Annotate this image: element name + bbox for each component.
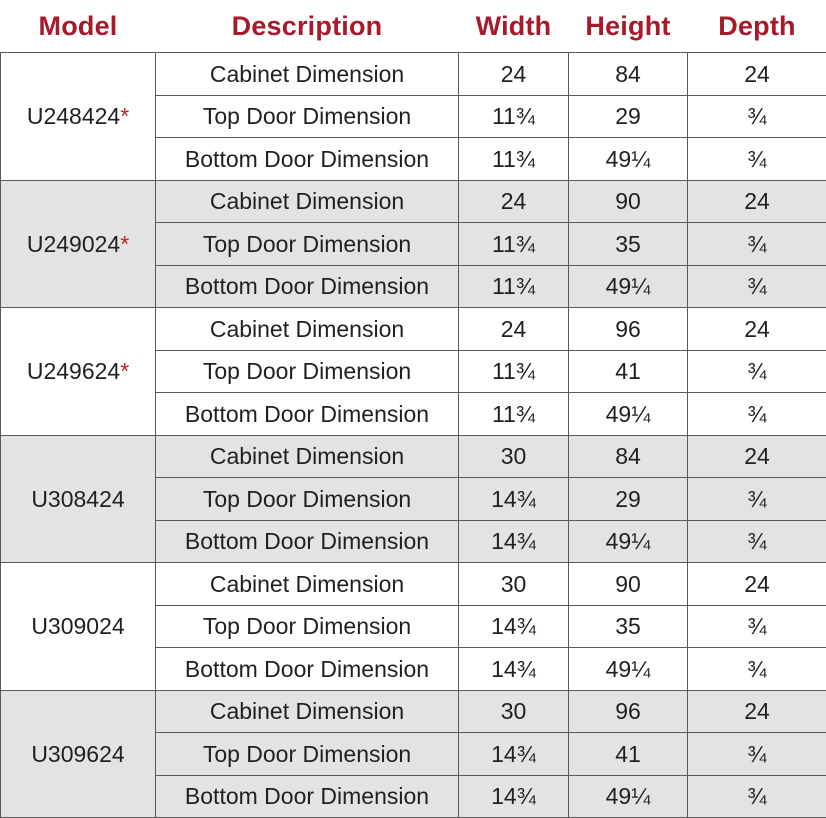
- description-cell: Cabinet Dimension: [156, 690, 459, 733]
- column-header-depth: Depth: [688, 0, 826, 53]
- height-cell: 49¼: [569, 648, 688, 691]
- height-cell: 49¼: [569, 775, 688, 818]
- depth-cell: ¾: [688, 478, 826, 521]
- width-cell: 11¾: [459, 350, 569, 393]
- width-cell: 11¾: [459, 223, 569, 266]
- width-cell: 14¾: [459, 605, 569, 648]
- depth-cell: 24: [688, 180, 826, 223]
- width-cell: 14¾: [459, 733, 569, 776]
- height-cell: 84: [569, 53, 688, 96]
- depth-cell: ¾: [688, 733, 826, 776]
- width-cell: 30: [459, 435, 569, 478]
- width-cell: 30: [459, 690, 569, 733]
- table-row: [1, 563, 826, 606]
- depth-cell: ¾: [688, 350, 826, 393]
- width-cell: 14¾: [459, 648, 569, 691]
- width-cell: 11¾: [459, 393, 569, 436]
- model-label: U309024: [31, 613, 124, 639]
- table-header-row: [1, 0, 826, 53]
- model-asterisk: *: [120, 103, 129, 129]
- width-cell: 14¾: [459, 478, 569, 521]
- height-cell: 41: [569, 350, 688, 393]
- description-cell: Bottom Door Dimension: [156, 520, 459, 563]
- model-cell: [1, 563, 156, 691]
- table-body: [1, 53, 826, 818]
- depth-cell: 24: [688, 690, 826, 733]
- depth-cell: ¾: [688, 605, 826, 648]
- depth-cell: 24: [688, 563, 826, 606]
- width-cell: 11¾: [459, 95, 569, 138]
- table-row: [1, 308, 826, 351]
- description-cell: Top Door Dimension: [156, 223, 459, 266]
- model-cell: [1, 435, 156, 563]
- column-header-height: Height: [569, 0, 688, 53]
- height-cell: 29: [569, 95, 688, 138]
- depth-cell: 24: [688, 435, 826, 478]
- description-cell: Bottom Door Dimension: [156, 138, 459, 181]
- depth-cell: ¾: [688, 775, 826, 818]
- depth-cell: ¾: [688, 223, 826, 266]
- table-row: [1, 53, 826, 96]
- model-label: U248424: [27, 103, 120, 129]
- column-header-description: Description: [156, 0, 459, 53]
- model-cell: [1, 690, 156, 818]
- description-cell: Top Door Dimension: [156, 733, 459, 776]
- width-cell: 14¾: [459, 520, 569, 563]
- depth-cell: ¾: [688, 648, 826, 691]
- width-cell: 24: [459, 53, 569, 96]
- model-cell: [1, 308, 156, 436]
- model-cell: [1, 53, 156, 181]
- height-cell: 96: [569, 690, 688, 733]
- width-cell: 11¾: [459, 138, 569, 181]
- height-cell: 96: [569, 308, 688, 351]
- description-cell: Top Door Dimension: [156, 605, 459, 648]
- description-cell: Bottom Door Dimension: [156, 775, 459, 818]
- description-cell: Cabinet Dimension: [156, 435, 459, 478]
- description-cell: Cabinet Dimension: [156, 563, 459, 606]
- model-asterisk: *: [120, 231, 129, 257]
- depth-cell: ¾: [688, 95, 826, 138]
- height-cell: 49¼: [569, 520, 688, 563]
- description-cell: Top Door Dimension: [156, 95, 459, 138]
- height-cell: 90: [569, 180, 688, 223]
- depth-cell: ¾: [688, 138, 826, 181]
- depth-cell: 24: [688, 308, 826, 351]
- width-cell: 24: [459, 180, 569, 223]
- height-cell: 49¼: [569, 393, 688, 436]
- description-cell: Top Door Dimension: [156, 350, 459, 393]
- model-label: U309624: [31, 741, 124, 767]
- height-cell: 49¼: [569, 265, 688, 308]
- depth-cell: 24: [688, 53, 826, 96]
- description-cell: Bottom Door Dimension: [156, 648, 459, 691]
- height-cell: 35: [569, 223, 688, 266]
- description-cell: Bottom Door Dimension: [156, 393, 459, 436]
- width-cell: 30: [459, 563, 569, 606]
- depth-cell: ¾: [688, 393, 826, 436]
- description-cell: Bottom Door Dimension: [156, 265, 459, 308]
- description-cell: Cabinet Dimension: [156, 308, 459, 351]
- height-cell: 84: [569, 435, 688, 478]
- model-asterisk: *: [120, 358, 129, 384]
- width-cell: 14¾: [459, 775, 569, 818]
- model-label: U249024: [27, 231, 120, 257]
- description-cell: Cabinet Dimension: [156, 53, 459, 96]
- column-header-model: Model: [1, 0, 156, 53]
- height-cell: 90: [569, 563, 688, 606]
- height-cell: 29: [569, 478, 688, 521]
- table-row: [1, 690, 826, 733]
- table-row: [1, 180, 826, 223]
- description-cell: Top Door Dimension: [156, 478, 459, 521]
- width-cell: 24: [459, 308, 569, 351]
- table-header: [1, 0, 826, 53]
- table-row: [1, 435, 826, 478]
- height-cell: 49¼: [569, 138, 688, 181]
- model-cell: [1, 180, 156, 308]
- width-cell: 11¾: [459, 265, 569, 308]
- depth-cell: ¾: [688, 520, 826, 563]
- height-cell: 35: [569, 605, 688, 648]
- description-cell: Cabinet Dimension: [156, 180, 459, 223]
- model-label: U249624: [27, 358, 120, 384]
- model-label: U308424: [31, 486, 124, 512]
- depth-cell: ¾: [688, 265, 826, 308]
- column-header-width: Width: [459, 0, 569, 53]
- height-cell: 41: [569, 733, 688, 776]
